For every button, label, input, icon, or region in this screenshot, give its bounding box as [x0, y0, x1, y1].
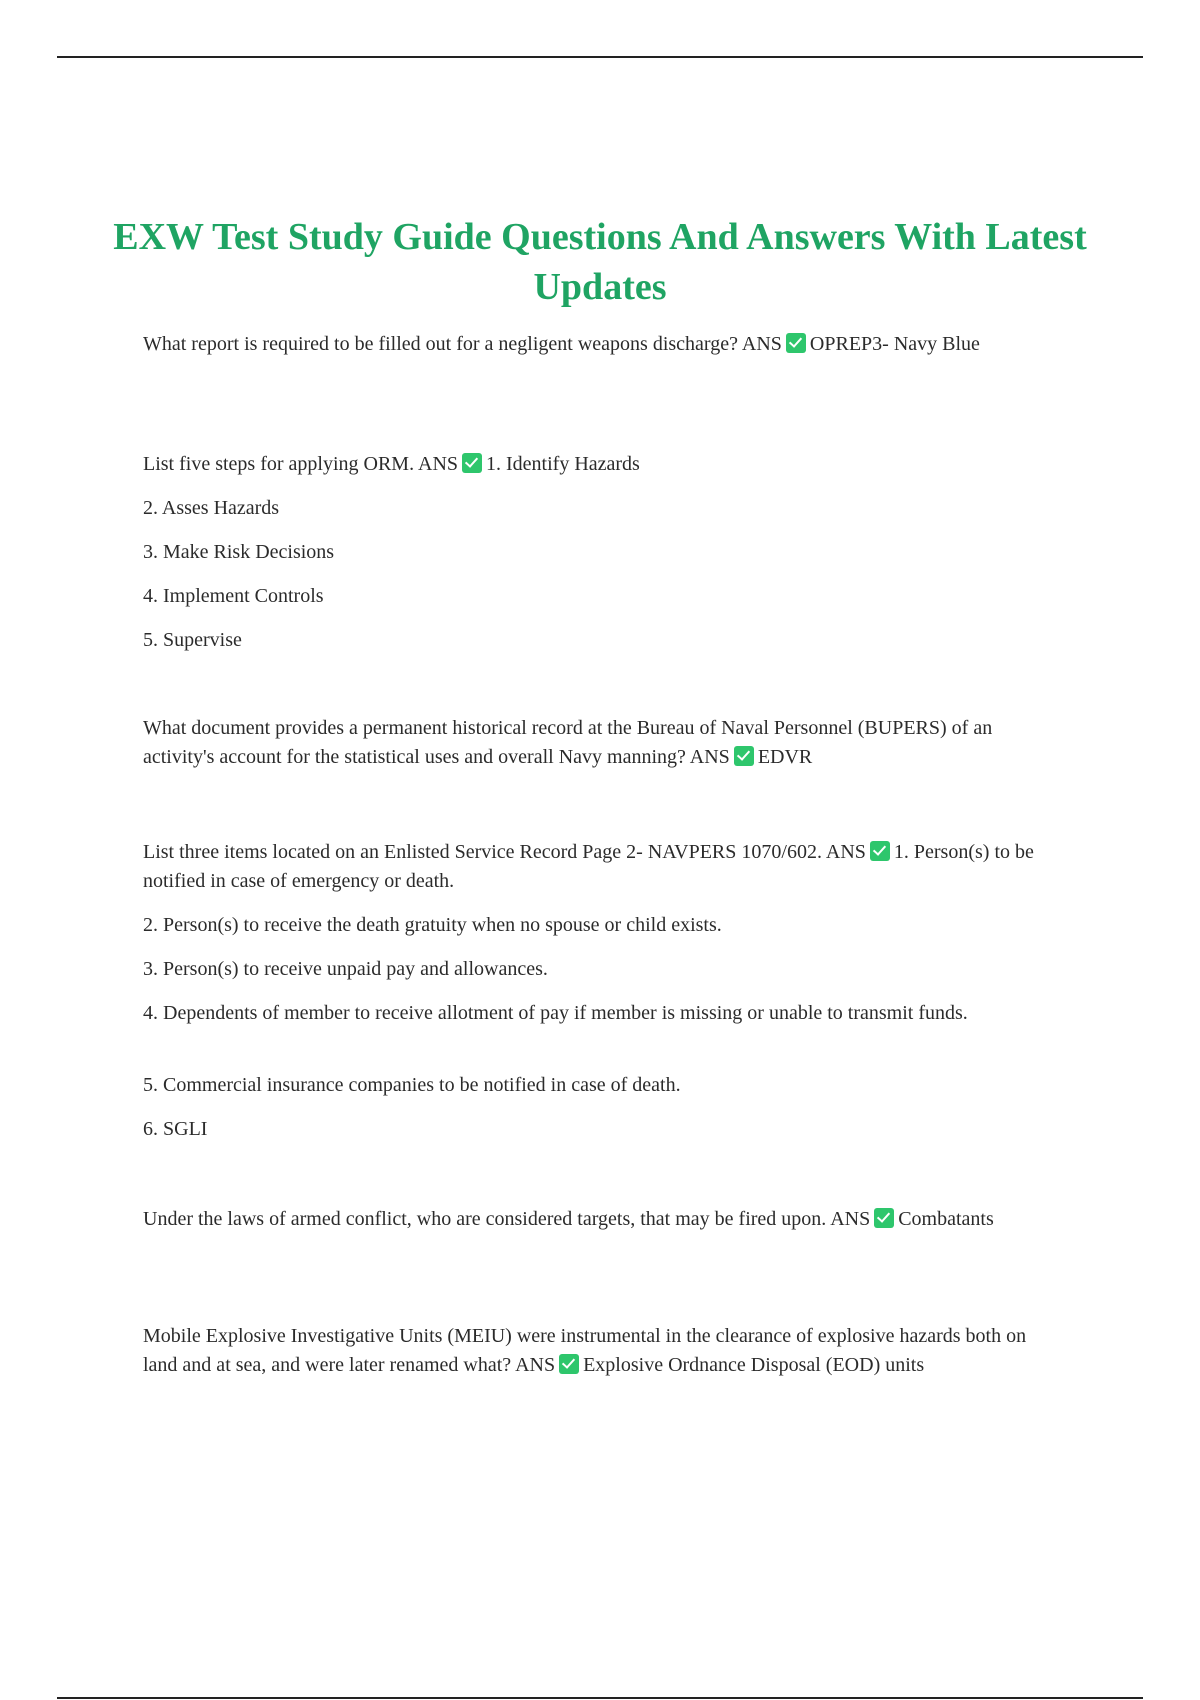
checkmark-icon	[734, 746, 754, 766]
answer-text: Explosive Ordnance Disposal (EOD) units	[583, 1354, 925, 1376]
answer-text: 1. Person(s) to be notified in case of emergency or death.	[143, 841, 1034, 892]
checkmark-icon	[462, 453, 482, 473]
answer-text: EDVR	[757, 746, 813, 768]
answer-text: 1. Identify Hazards	[486, 453, 640, 475]
checkmark-icon	[874, 1208, 894, 1228]
qa-3	[143, 714, 1055, 772]
question-text: List five steps for applying ORM.	[143, 453, 415, 475]
list-item: 3. Person(s) to receive unpaid pay and allowances.	[143, 958, 548, 980]
question-text: List three items located on an Enlisted Service Record Page 2- NAVPERS 1070/602.	[143, 841, 822, 863]
list-item: 4. Implement Controls	[143, 585, 324, 607]
ans-label: ANS	[830, 1208, 871, 1230]
ans-label: ANS	[825, 841, 866, 863]
checkmark-icon	[786, 333, 806, 353]
question-text: Under the laws of armed conflict, who are considered targets, that may be fired upon.	[143, 1208, 827, 1230]
answer-text: Combatants	[898, 1208, 994, 1230]
qa-5	[143, 1205, 1055, 1234]
checkmark-icon	[559, 1354, 579, 1374]
list-item: 3. Make Risk Decisions	[143, 541, 335, 563]
ans-label: ANS	[418, 453, 459, 475]
question-text: What report is required to be filled out for a negligent weapons discharge?	[143, 333, 738, 355]
ans-label: ANS	[689, 746, 730, 768]
qa-6	[143, 1322, 1055, 1380]
ans-label: ANS	[515, 1354, 556, 1376]
list-item: 4. Dependents of member to receive allotment of pay if member is missing or unable to transmit funds.	[143, 1002, 968, 1024]
list-item: 2. Person(s) to receive the death gratuity when no spouse or child exists.	[143, 914, 722, 936]
answer-text: OPREP3- Navy Blue	[809, 333, 980, 355]
question-text: Mobile Explosive Investigative Units (MEIU) were instrumental in the clearance of explosive hazards both on land and at sea, and were later renamed what?	[143, 1325, 1027, 1376]
checkmark-icon	[870, 841, 890, 861]
qa-2	[143, 450, 1055, 479]
top-rule	[57, 56, 1143, 58]
qa-4	[143, 838, 1055, 896]
list-item: 5. Supervise	[143, 629, 242, 651]
list-item: 5. Commercial insurance companies to be notified in case of death.	[143, 1074, 681, 1096]
question-text: What document provides a permanent historical record at the Bureau of Naval Personnel (BUPERS) of an activity's account for the statistical uses and overall Navy manning?	[143, 717, 993, 768]
bottom-rule	[57, 1697, 1143, 1699]
list-item: 2. Asses Hazards	[143, 497, 280, 519]
qa-1	[143, 330, 1055, 359]
list-item: 6. SGLI	[143, 1118, 208, 1140]
ans-label: ANS	[741, 333, 782, 355]
document-title: EXW Test Study Guide Questions And Answers With Latest Updates	[113, 216, 1087, 308]
